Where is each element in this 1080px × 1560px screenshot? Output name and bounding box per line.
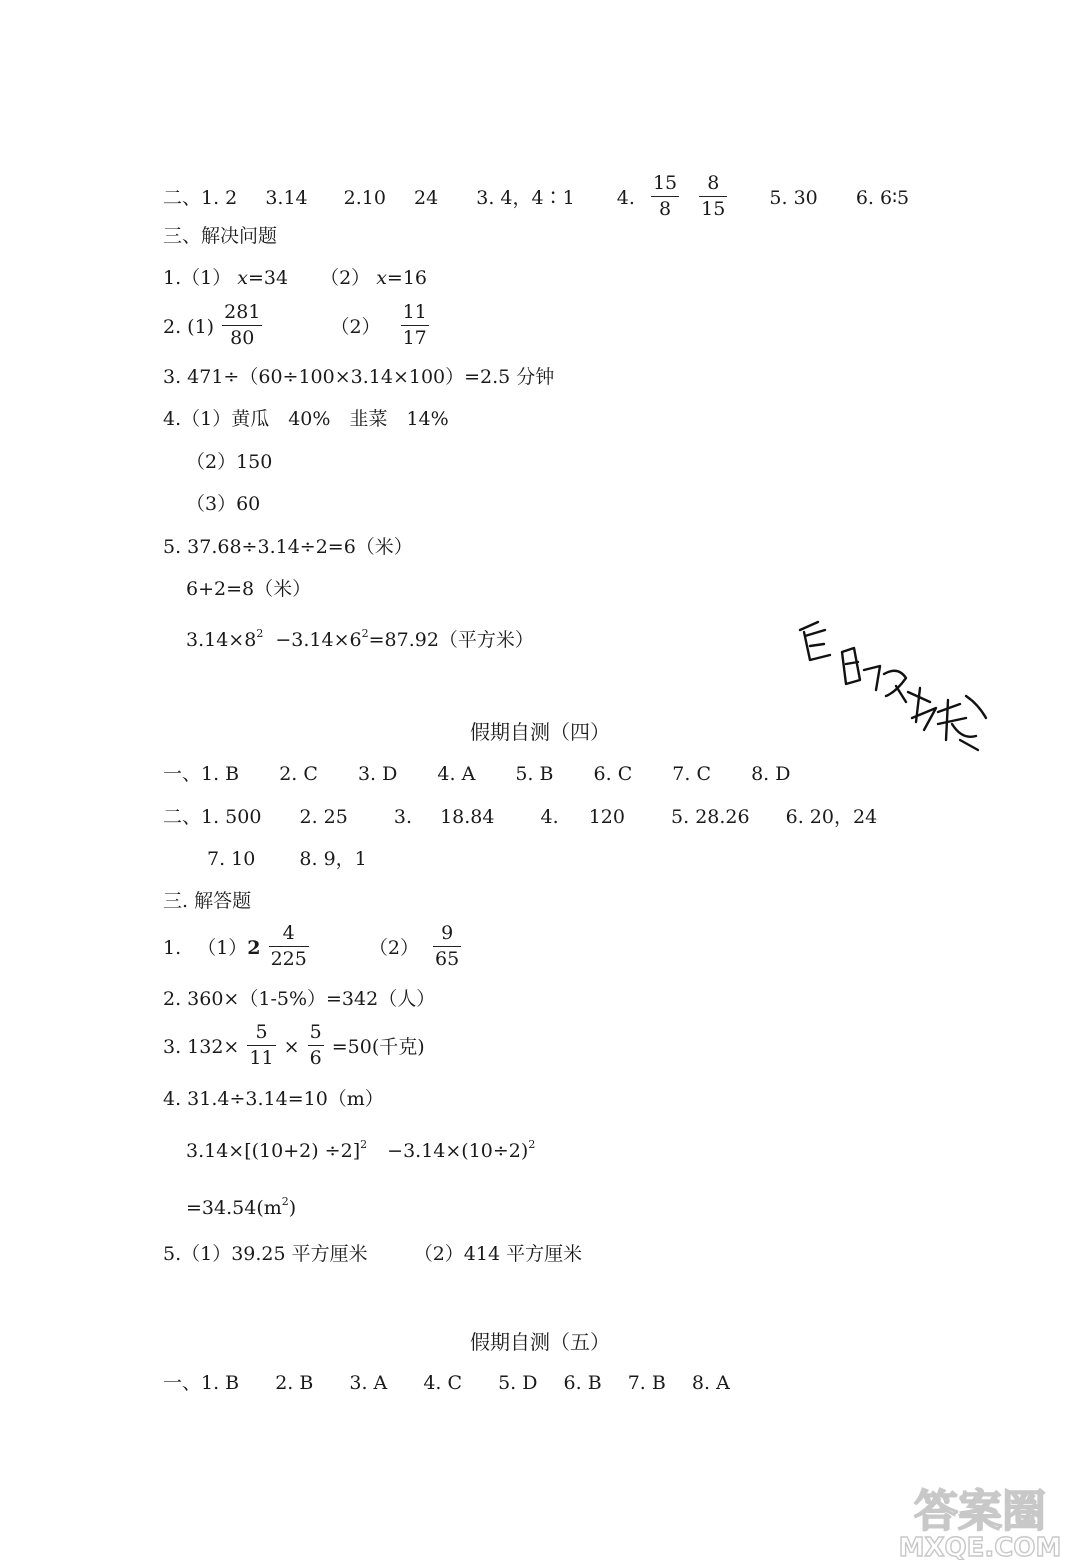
mc-answer: 6. C	[593, 763, 633, 785]
denominator: 225	[270, 948, 307, 970]
mc-answer: 2. C	[279, 763, 318, 785]
fill-item: 5. 30	[769, 186, 818, 209]
answer-line	[163, 1021, 425, 1070]
answer-line	[186, 1195, 297, 1220]
answer-line: 4.（1）黄瓜 40% 韭菜 14%	[163, 408, 449, 430]
answer-text: （2）414 平方厘米	[413, 1243, 583, 1265]
answer-text: ×	[283, 1035, 300, 1058]
fill-item: 8. 9，1	[299, 848, 367, 870]
answer-text: )	[288, 1197, 297, 1220]
denominator: 15	[701, 198, 726, 220]
fill-answers-row	[207, 850, 367, 869]
mc-answer: 3. D	[357, 763, 398, 785]
denominator: 8	[658, 198, 672, 220]
fill-item: 5. 28.26	[671, 806, 750, 828]
section-heading: 假期自测（四）	[470, 720, 610, 744]
handwritten-signature	[780, 600, 1010, 770]
mc-answer: 6. B	[563, 1372, 602, 1394]
fill-answers-row	[163, 172, 910, 221]
mc-answer: 一、1. B	[163, 1372, 240, 1394]
mc-answer: 4. A	[437, 763, 476, 785]
fill-item: 6. 20，24	[785, 806, 878, 828]
answer-line: （2）150	[186, 451, 273, 473]
superscript: 2	[528, 1138, 536, 1151]
fill-answers-row	[163, 808, 877, 827]
answer-text: =34	[247, 267, 289, 289]
fill-item: 2. 25	[299, 806, 348, 828]
denominator: 65	[435, 948, 460, 970]
answer-text: 1.	[163, 936, 182, 959]
mc-answer: 一、1. B	[163, 763, 240, 785]
fill-prefix: 二、1. 2	[163, 186, 238, 209]
answer-text: =87.92（平方米）	[368, 629, 534, 652]
answer-line: 4. 31.4÷3.14=10（m）	[163, 1088, 384, 1110]
answer-text: （1）	[197, 936, 248, 959]
answer-text: 3. 132×	[163, 1035, 240, 1058]
numerator: 8	[699, 174, 727, 197]
answer-text: 1.（1）	[163, 267, 232, 289]
answer-text: =34.54(m	[186, 1197, 282, 1220]
fraction	[222, 303, 262, 348]
denominator: 11	[249, 1047, 274, 1069]
answer-line	[186, 627, 534, 652]
fill-item: 6. 6∶5	[855, 186, 910, 209]
numerator: 9	[433, 924, 461, 947]
mc-answer: 8. D	[751, 763, 791, 785]
answer-line	[186, 1138, 536, 1163]
numerator: 5	[308, 1023, 324, 1046]
answer-text: 2. (1)	[163, 315, 215, 338]
fraction	[269, 924, 309, 969]
numerator: 5	[247, 1023, 275, 1046]
fraction	[433, 924, 461, 969]
answer-line: （3）60	[186, 493, 261, 515]
mc-answer: 5. B	[515, 763, 554, 785]
fill-item: 120	[588, 806, 625, 828]
fill-item: 2.10	[343, 186, 386, 209]
answer-line	[163, 1245, 582, 1264]
fill-item: 3.14	[265, 186, 308, 209]
numerator: 4	[269, 924, 309, 947]
answer-text: =16	[386, 267, 428, 289]
answer-line	[163, 301, 431, 350]
fill-item: 18.84	[440, 806, 495, 828]
fraction	[651, 174, 679, 219]
mc-answer: 3. A	[349, 1372, 388, 1394]
variable: x	[237, 267, 248, 289]
answer-text: 3.14×8	[186, 629, 257, 652]
denominator: 17	[402, 327, 427, 349]
watermark-logo	[880, 1480, 1080, 1560]
answer-line: 6+2=8（米）	[186, 578, 312, 600]
denominator: 6	[309, 1047, 322, 1069]
fill-item: 3. 4，4∶1	[476, 186, 575, 209]
fill-item: 4.	[616, 186, 635, 209]
fill-item: 3.	[393, 806, 413, 828]
fraction	[247, 1023, 275, 1068]
variable: x	[376, 267, 387, 289]
superscript: 2	[360, 1138, 368, 1151]
fraction	[308, 1023, 324, 1068]
answer-line	[163, 922, 463, 971]
fill-item: 二、1. 500	[163, 806, 262, 828]
section-title: 三. 解答题	[163, 890, 252, 912]
mc-answer: 7. B	[627, 1372, 666, 1394]
multiple-choice-row	[163, 765, 790, 784]
answer-text: 3.14×[(10+2) ÷2]	[186, 1140, 361, 1163]
answer-text: −3.14×6	[275, 629, 362, 652]
superscript: 2	[281, 1195, 289, 1208]
answer-text: −3.14×(10÷2)	[387, 1140, 529, 1163]
mc-answer: 7. C	[672, 763, 712, 785]
answer-line: 5. 37.68÷3.14÷2=6（米）	[163, 536, 413, 558]
answer-text: 5.（1）39.25 平方厘米	[163, 1243, 368, 1265]
mc-answer: 2. B	[275, 1372, 314, 1394]
numerator: 11	[401, 303, 429, 326]
numerator: 15	[651, 174, 679, 197]
section-heading: 假期自测（五）	[470, 1330, 610, 1354]
answer-text: （2）	[330, 315, 381, 338]
fill-item: 24	[414, 186, 439, 209]
answer-text: （2）	[368, 936, 419, 959]
numerator: 281	[222, 303, 262, 326]
answer-line: 3. 471÷（60÷100×3.14×100）=2.5 分钟	[163, 366, 555, 388]
answer-line: 2. 360×（1-5%）=342（人）	[163, 988, 436, 1010]
denominator: 80	[230, 327, 255, 349]
mc-answer: 4. C	[423, 1372, 463, 1394]
fraction	[401, 303, 429, 348]
watermark-text-cn: 答案圈	[914, 1486, 1046, 1537]
section-title: 三、解决问题	[163, 225, 278, 247]
mc-answer: 8. A	[691, 1372, 730, 1394]
answer-text: =50(千克)	[331, 1035, 425, 1058]
fill-item: 7. 10	[207, 848, 256, 870]
fill-item: 4.	[540, 806, 559, 828]
answer-line	[163, 269, 427, 288]
whole-number: 2	[247, 936, 261, 959]
superscript: 2	[256, 627, 264, 640]
superscript: 2	[361, 627, 369, 640]
watermark-text-en: MXQE.COM	[898, 1533, 1062, 1560]
multiple-choice-row	[163, 1374, 730, 1393]
answer-text: （2）	[320, 267, 371, 289]
mc-answer: 5. D	[498, 1372, 538, 1394]
fraction	[699, 174, 727, 219]
